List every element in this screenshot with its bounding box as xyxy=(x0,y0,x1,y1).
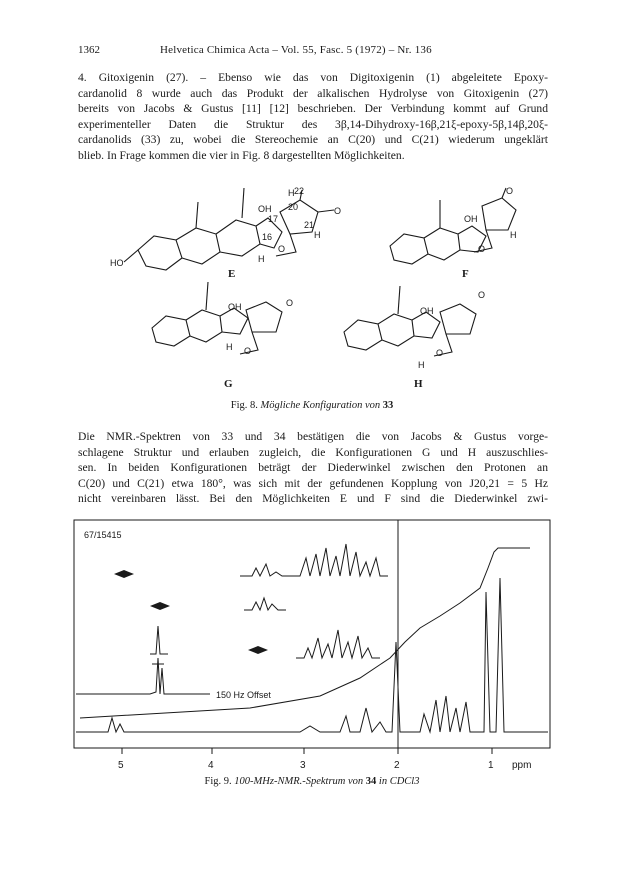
structure-h xyxy=(344,286,476,356)
text-line: C(20) und C(21) etwa 180°, was sich mit der gefundenen Kopplung von J20,21 = 5 Hz xyxy=(78,476,548,490)
text-line: blieb. In Frage kommen die vier in Fig. 8 dargestellten Möglichkeiten. xyxy=(78,148,405,162)
position-number: 16 xyxy=(262,232,273,242)
hydroxyl-label: OH xyxy=(258,204,272,214)
caption-prefix: Fig. 8. xyxy=(230,400,258,411)
axis-unit: ppm xyxy=(512,760,532,771)
axis-tick: 1 xyxy=(488,760,494,771)
caption-ref: 33 xyxy=(382,400,394,411)
oxygen-label: O xyxy=(478,290,486,300)
caption-text: Mögliche Konfiguration von xyxy=(260,400,381,411)
position-number: 20 xyxy=(288,202,299,212)
offset-label: 150 Hz Offset xyxy=(216,690,271,700)
hydroxyl-label: OH xyxy=(464,214,478,224)
hydroxyl-label: OH xyxy=(420,306,434,316)
structure-label-h: H xyxy=(414,378,423,390)
oxygen-label: O xyxy=(478,244,486,254)
integral-curve xyxy=(80,548,530,718)
text-line: Die NMR.-Spektren von 33 und 34 bestätigen die von Jacobs & Gustus vorge- xyxy=(78,430,548,443)
structure-e xyxy=(124,188,334,270)
figure-8-caption xyxy=(0,400,624,411)
structure-label-g: G xyxy=(224,378,233,390)
text-line: schlagene Struktur und erlauben zugleich, die Konfigurationen G und H auszuschlies- xyxy=(78,445,548,459)
hydrogen-label: H xyxy=(226,342,233,352)
caption-suffix: in CDCl3 xyxy=(378,776,420,787)
axis-tick: 3 xyxy=(300,760,306,771)
oxygen-label: O xyxy=(286,298,294,308)
structure-g xyxy=(152,282,282,354)
oxygen-label: O xyxy=(436,348,444,358)
figure-9-nmr-spectrum xyxy=(0,518,624,784)
offset-trace xyxy=(76,658,210,694)
text-line: experimenteller Daten die Struktur des 3β,14-Dihydroxy-16β,21ξ-epoxy-5β,14β,20ξ- xyxy=(78,117,548,131)
text-line: cardanolid 8 wurde auch das Produkt der alkalischen Hydrolyse von Gitoxigenin (27) xyxy=(78,86,548,100)
axis-tick: 4 xyxy=(208,760,214,771)
text-line: bereits von Jacobs & Gustus [11] [12] beschrieben. Der Verbindung kommt auf Grund xyxy=(78,102,548,115)
expansion-trace-lower xyxy=(296,630,380,658)
oxygen-label: O xyxy=(506,186,514,196)
axis-tick: 2 xyxy=(394,760,400,771)
hydroxyl-label: OH xyxy=(228,302,242,312)
spectrum-id: 67/15415 xyxy=(84,530,122,540)
decoupled-peak-trace xyxy=(150,626,168,664)
paragraph-nmr xyxy=(78,429,548,507)
position-number: 22 xyxy=(294,186,305,196)
decoupling-symbols xyxy=(114,570,268,654)
oxygen-label: O xyxy=(244,346,252,356)
hydrogen-label: H xyxy=(510,230,517,240)
hydroxyl-label: HO xyxy=(110,258,124,268)
position-number: 21 xyxy=(304,220,315,230)
caption-ref: 34 xyxy=(365,776,377,787)
structure-f xyxy=(390,188,516,264)
oxygen-label: O xyxy=(334,206,342,216)
figure-9-caption xyxy=(0,776,624,787)
hydrogen-label: H xyxy=(418,360,425,370)
expansion-trace-upper xyxy=(240,544,388,576)
position-number: 17 xyxy=(268,214,279,224)
oxygen-label: O xyxy=(278,244,286,254)
baseline-trace xyxy=(76,578,548,732)
text-line: sen. In beiden Konfigurationen beträgt der Diederwinkel zwischen den Protonen an xyxy=(78,461,548,474)
structure-label-f: F xyxy=(462,268,469,280)
hydrogen-label: H xyxy=(314,230,321,240)
text-line: 4. Gitoxigenin (27). – Ebenso wie das von Digitoxigenin (1) abgeleitete Epoxy- xyxy=(78,71,548,84)
figure-8-structures xyxy=(0,160,624,410)
caption-text: 100-MHz-NMR.-Spektrum von xyxy=(234,776,364,787)
caption-prefix: Fig. 9. xyxy=(204,776,232,787)
structure-label-e: E xyxy=(228,268,236,280)
journal-line: Helvetica Chimica Acta – Vol. 55, Fasc. 5 (1972) – Nr. 136 xyxy=(160,44,432,56)
axis-tick: 5 xyxy=(118,760,124,771)
hydrogen-label: H xyxy=(258,254,265,264)
hydrogen-label: H xyxy=(288,188,295,198)
expansion-trace-middle xyxy=(244,598,286,610)
paragraph-gitoxigenin xyxy=(78,70,548,163)
text-line: nicht vereinbaren lässt. Bei den Möglichkeiten E und F sind die Diederwinkel zwi- xyxy=(78,492,548,505)
ppm-axis xyxy=(74,748,550,771)
page-number: 1362 xyxy=(78,44,100,56)
text-line: cardanolids (33) zu, wobei die Stereochemie an C(20) und C(21) wiederum ungeklärt xyxy=(78,133,548,146)
